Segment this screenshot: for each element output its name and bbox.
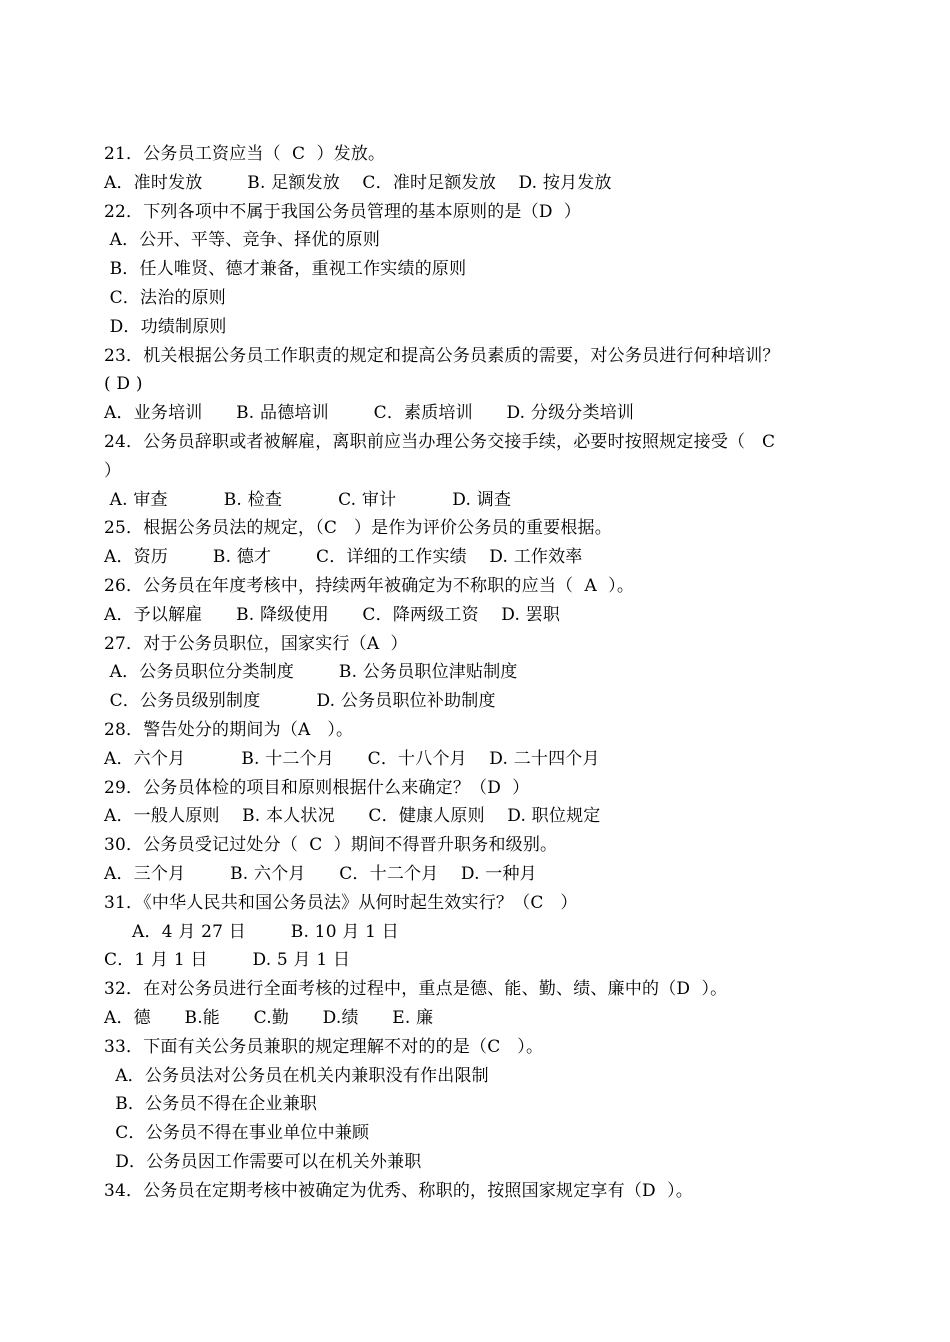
options-25: A．资历 B. 德才 C．详细的工作实绩 D. 工作效率 — [104, 547, 583, 568]
option-33-d: D．公务员因工作需要可以在机关外兼职 — [104, 1151, 422, 1172]
options-23: A．业务培训 B. 品德培训 C．素质培训 D. 分级分类培训 — [104, 403, 635, 424]
option-22-b: B．任人唯贤、德才兼备，重视工作实绩的原则 — [104, 259, 467, 280]
options-30: A．三个月 B. 六个月 C．十二个月 D. 一种月 — [104, 863, 537, 884]
question-27: 27．对于公务员职位，国家实行（A ） — [104, 633, 408, 654]
question-32: 32．在对公务员进行全面考核的过程中，重点是德、能、勤、绩、廉中的（D ）。 — [104, 979, 728, 1000]
options-21: A．准时发放 B. 足额发放 C．准时足额发放 D. 按月发放 — [104, 172, 612, 193]
options-27-ab: A．公务员职位分类制度 B. 公务员职位津贴制度 — [104, 662, 518, 683]
options-27-cd: C．公务员级别制度 D. 公务员职位补助制度 — [104, 691, 496, 712]
options-28: A．六个月 B. 十二个月 C．十八个月 D. 二十四个月 — [104, 748, 600, 769]
option-33-b: B．公务员不得在企业兼职 — [104, 1094, 318, 1115]
question-23: 23．机关根据公务员工作职责的规定和提高公务员素质的需要，对公务员进行何种培训？ — [104, 345, 780, 366]
options-29: A．一般人原则 B. 本人状况 C．健康人原则 D. 职位规定 — [104, 806, 601, 827]
options-24: A. 审查 B. 检查 C. 审计 D. 调查 — [104, 489, 512, 510]
option-22-d: D．功绩制原则 — [104, 316, 227, 337]
question-25: 25．根据公务员法的规定，（C ）是作为评价公务员的重要根据。 — [104, 518, 612, 539]
option-33-c: C．公务员不得在事业单位中兼顾 — [104, 1123, 370, 1144]
question-21: 21．公务员工资应当（ C ）发放。 — [104, 144, 386, 164]
question-31: 31．《中华人民共和国公务员法》从何时起生效实行？（C ） — [104, 892, 578, 913]
question-34: 34．公务员在定期考核中被确定为优秀、称职的，按照国家规定享有（D ）。 — [104, 1180, 693, 1201]
options-32: A．德 B.能 C.勤 D.绩 E. 廉 — [104, 1007, 434, 1028]
option-33-a: A．公务员法对公务员在机关内兼职没有作出限制 — [104, 1065, 489, 1086]
question-29: 29．公务员体检的项目和原则根据什么来确定？（D ） — [104, 777, 530, 798]
question-28: 28．警告处分的期间为（A ）。 — [104, 719, 354, 740]
question-24-continued: ） — [104, 460, 122, 481]
option-22-c: C．法治的原则 — [104, 287, 227, 308]
question-22: 22．下列各项中不属于我国公务员管理的基本原则的是（D ） — [104, 201, 582, 222]
document-body — [104, 140, 864, 1205]
options-31-cd: C．1 月 1 日 D. 5 月 1 日 — [104, 950, 351, 971]
options-26: A．予以解雇 B. 降级使用 C．降两级工资 D. 罢职 — [104, 604, 561, 625]
question-26: 26．公务员在年度考核中，持续两年被确定为不称职的应当（ A ）。 — [104, 575, 635, 596]
question-30: 30．公务员受记过处分（ C ）期间不得晋升职务和级别。 — [104, 835, 558, 856]
question-33: 33．下面有关公务员兼职的规定理解不对的的是（C ）。 — [104, 1036, 544, 1057]
answer-23: ( D ) — [104, 374, 143, 395]
question-24: 24．公务员辞职或者被解雇，离职前应当办理公务交接手续，必要时按照规定接受（ C — [104, 431, 776, 452]
options-31-ab: A．4 月 27 日 B. 10 月 1 日 — [104, 921, 399, 942]
option-22-a: A．公开、平等、竞争、择优的原则 — [104, 230, 381, 251]
